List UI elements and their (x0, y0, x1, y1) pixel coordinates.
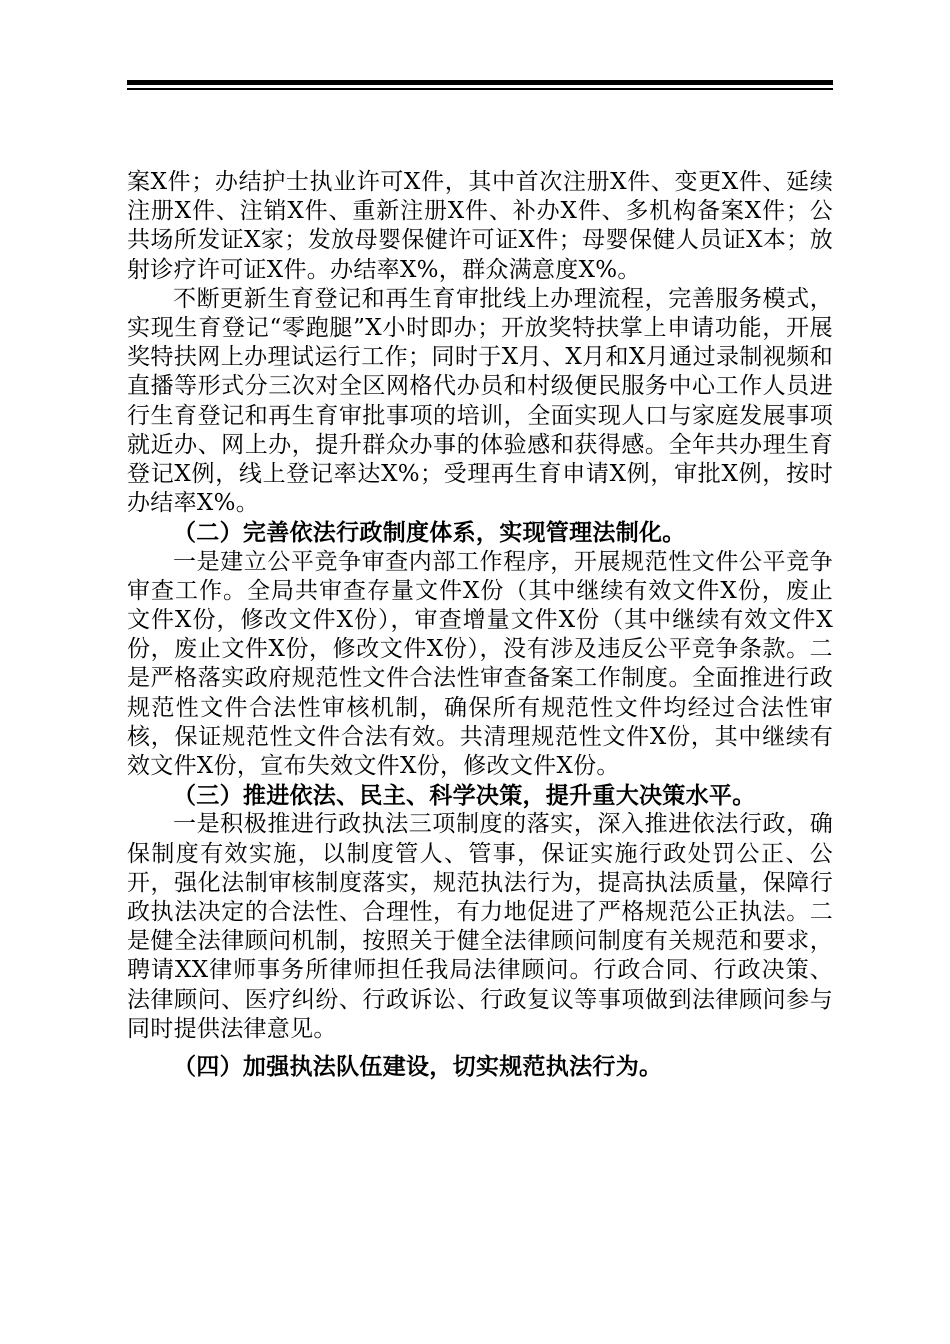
document-body (127, 168, 833, 1081)
section-heading-2: （二）完善依法行政制度体系，实现管理法制化。 (173, 519, 686, 547)
section-heading-3: （三）推进依法、民主、科学决策，提升重大决策水平。 (173, 782, 756, 810)
paragraph-continuation: 案X件；办结护士执业许可X件，其中首次注册X件、变更X件、延续注册X件、注销X件、重新注册X件、补办X件、多机构备案X件；公共场所发证X家；发放母婴保健许可证X件；母婴保健人员证X本；放射诊疗许可证X件。办结率X%，群众满意度X%。 (127, 169, 833, 283)
paragraph-law-enforcement: 一是积极推进行政执法三项制度的落实，深入推进依法行政，确保制度有效实施，以制度管人、管事，保证实施行政处罚公正、公开，强化法制审核制度落实，规范执法行为，提高执法质量，保障行政执法决定的合法性、合理性，有力地促进了严格规范公正执法。二是健全法律顾问机制，按照关于健全法律顾问制度有关规范和要求，聘请XX律师事务所律师担任我局法律顾问。行政合同、行政决策、法律顾问、医疗纠纷、行政诉讼、行政复议等事项做到法律顾问参与同时提供法律意见。 (127, 811, 833, 1042)
section-heading-4: （四）加强执法队伍建设，切实规范执法行为。 (173, 1053, 663, 1081)
header-double-rule (127, 80, 833, 90)
paragraph-birth-registration: 不断更新生育登记和再生育审批线上办理流程，完善服务模式，实现生育登记“零跑腿”X小时即办；开放奖特扶掌上申请功能，开展奖特扶网上办理试运行工作；同时于X月、X月和X月通过录制视频和直播等形式分三次对全区网格代办员和村级便民服务中心工作人员进行生育登记和再生育审批事项的培训，全面实现人口与家庭发展事项就近办、网上办，提升群众办事的体验感和获得感。全年共办理生育登记X例，线上登记率达X%；受理再生育申请X例，审批X例，按时办结率X%。 (127, 285, 833, 517)
paragraph-fair-competition: 一是建立公平竞争审查内部工作程序，开展规范性文件公平竞争审查工作。全局共审查存量文件X份（其中继续有效文件X份，废止文件X份，修改文件X份），审查增量文件X份（其中继续有效文件X份，废止文件X份，修改文件X份），没有涉及违反公平竞争条款。二是严格落实政府规范性文件合法性审查备案工作制度。全面推进行政规范性文件合法性审核机制，确保所有规范性文件均经过合法性审核，保证规范性文件合法有效。共清理规范性文件X份，其中继续有效文件X份，宣布失效文件X份，修改文件X份。 (127, 548, 833, 780)
header-rule-thin (127, 88, 833, 90)
